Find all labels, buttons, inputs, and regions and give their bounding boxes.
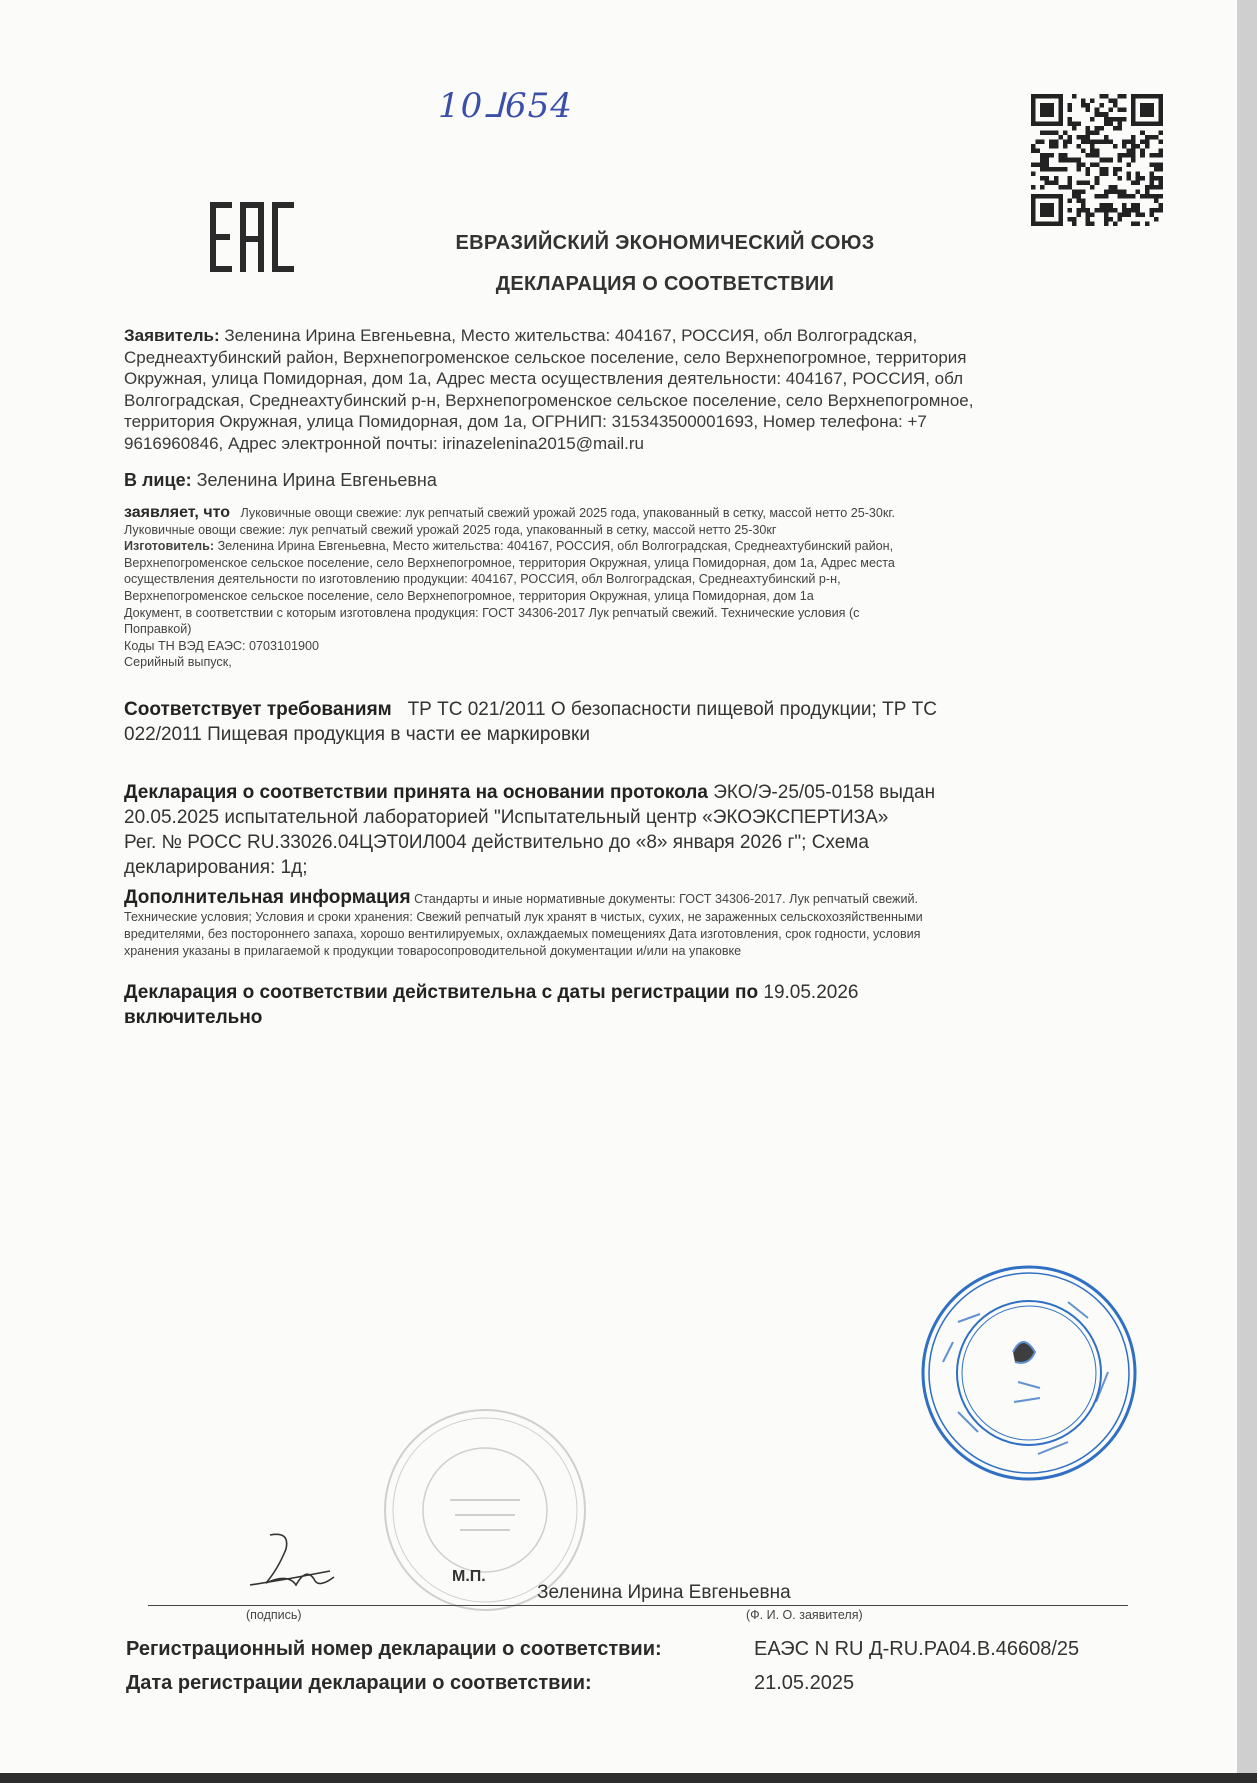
basis-line: декларирования: 1д;: [124, 857, 308, 878]
applicant-line: Волгоградская, Среднеахтубинский р-н, Верхнепогроменское сельское поселение, село Верхнепогромное,: [124, 390, 974, 410]
registration-date-value: 21.05.2025: [754, 1672, 855, 1694]
validity-date: 19.05.2026: [763, 982, 859, 1003]
handwritten-number: 10ᒧ654: [438, 86, 573, 126]
additional-line: Стандарты и иные нормативные документы: ГОСТ 34306-2017. Лук репчатый свежий.: [414, 892, 919, 906]
additional-block: [124, 888, 1144, 960]
signature-caption: (подпись): [246, 1608, 302, 1622]
applicant-name: Зеленина Ирина Евгеньевна: [537, 1582, 791, 1603]
additional-line: хранения указаны в прилагаемой к продукции товаросопроводительной документации и/или на упаковке: [124, 944, 742, 958]
person-value: Зеленина Ирина Евгеньевна: [196, 470, 437, 490]
company-stamp-icon: [918, 1262, 1140, 1484]
validity-label: Декларация о соответствии действительна с даты регистрации по: [124, 982, 759, 1003]
scan-edge-bottom: [0, 1773, 1257, 1783]
basis-line: Рег. № РОСС RU.33026.04ЦЭТ0ИЛ004 действительно до «8» января 2026 г"; Схема: [124, 832, 869, 853]
validity-block: [124, 980, 1084, 1030]
document-title: ДЕКЛАРАЦИЯ О СООТВЕТСТВИИ: [495, 273, 835, 295]
fio-caption: (Ф. И. О. заявителя): [746, 1608, 863, 1622]
manufacturer-label: Изготовитель:: [124, 539, 215, 554]
declares-label: заявляет, что: [124, 504, 230, 521]
declares-product: Луковичные овощи свежие: лук репчатый свежий урожай 2025 года, упакованный в сетку, массой нетто 25-30кг.: [240, 506, 895, 520]
requirements-line: 022/2011 Пищевая продукция в части ее маркировки: [124, 724, 590, 745]
basis-line: ЭКО/Э-25/05-0158 выдан: [713, 782, 936, 803]
registration-number-label: Регистрационный номер декларации о соответствии:: [126, 1638, 662, 1660]
declares-product-line: Луковичные овощи свежие: лук репчатый свежий урожай 2025 года, упакованный в сетку, массой нетто 25-30кг: [124, 522, 777, 537]
additional-line: вредителями, без постороннего запаха, хорошо вентилируемых, охлаждаемых помещениях Дата изготовления, срок годности, условия: [124, 927, 921, 941]
basis-block: [124, 780, 1084, 880]
applicant-line: 9616960846, Адрес электронной почты: irinazelenina2015@mail.ru: [124, 433, 644, 453]
manufacturer-line: Верхнепогроменское сельское поселение, село Верхнепогромное, территория Окружная, улица Помидорная, дом 1а, Адрес места: [124, 555, 895, 570]
basis-label: Декларация о соответствии принята на основании протокола: [124, 782, 708, 803]
requirements-label: Соответствует требованиям: [124, 699, 392, 720]
applicant-label: Заявитель:: [124, 326, 220, 345]
declares-block: [124, 505, 1134, 671]
manufacturer-line: осуществления деятельности по изготовлению продукции: 404167, РОССИЯ, обл Волгоградская, Среднеахтубинский р-н,: [124, 572, 841, 587]
mp-label: М.П.: [452, 1568, 486, 1585]
tnved-codes: Коды ТН ВЭД ЕАЭС: 0703101900: [124, 638, 320, 653]
basis-line: 20.05.2025 испытательной лабораторией "Испытательный центр «ЭКОЭКСПЕРТИЗА»: [124, 807, 889, 828]
registration-date-label: Дата регистрации декларации о соответствии:: [126, 1672, 592, 1694]
requirements-line: ТР ТС 021/2011 О безопасности пищевой продукции; ТР ТС: [407, 699, 937, 720]
document-line: Поправкой): [124, 622, 192, 637]
validity-tail: включительно: [124, 1007, 263, 1028]
additional-line: Технические условия; Условия и сроки хранения: Свежий репчатый лук хранят в чистых, сухих, не зараженных сельскохозяйственными: [124, 910, 923, 924]
registration-number-value: ЕАЭС N RU Д-RU.РА04.В.46608/25: [754, 1638, 1080, 1660]
scan-edge: [1237, 0, 1257, 1783]
serial-release: Серийный выпуск,: [124, 655, 232, 670]
person-block: [124, 470, 1124, 492]
requirements-block: [124, 697, 1084, 747]
applicant-line: Среднеахтубинский район, Верхнепогроменское сельское поселение, село Верхнепогромное, территория: [124, 347, 967, 367]
document-line: Документ, в соответствии с которым изготовлена продукция: ГОСТ 34306-2017 Лук репчатый свежий. Технические условия (с: [124, 605, 860, 620]
qr-code-icon: [1030, 94, 1164, 226]
applicant-block: [124, 325, 1124, 454]
signature-icon: [240, 1525, 380, 1605]
signature-line: [148, 1605, 1128, 1606]
person-label: В лице:: [124, 470, 192, 490]
applicant-line: территория Окружная, улица Помидорная, дом 1а, ОГРНИП: 315343500001693, Номер телефона: +7: [124, 412, 927, 431]
manufacturer-line: Зеленина Ирина Евгеньевна, Место жительства: 404167, РОССИЯ, обл Волгоградская, Среднеахтубинский район,: [217, 539, 894, 554]
union-title: ЕВРАЗИЙСКИЙ ЭКОНОМИЧЕСКИЙ СОЮЗ: [455, 232, 875, 254]
additional-label: Дополнительная информация: [124, 887, 411, 908]
applicant-line: Зеленина Ирина Евгеньевна, Место жительства: 404167, РОССИЯ, обл Волгоградская,: [224, 326, 918, 345]
applicant-line: Окружная, улица Помидорная, дом 1а, Адрес места осуществления деятельности: 404167, РОССИЯ, обл: [124, 369, 964, 388]
manufacturer-line: Верхнепогроменское сельское поселение, село Верхнепогромное, территория Окружная, улица Помидорная, дом 1а: [124, 588, 814, 603]
